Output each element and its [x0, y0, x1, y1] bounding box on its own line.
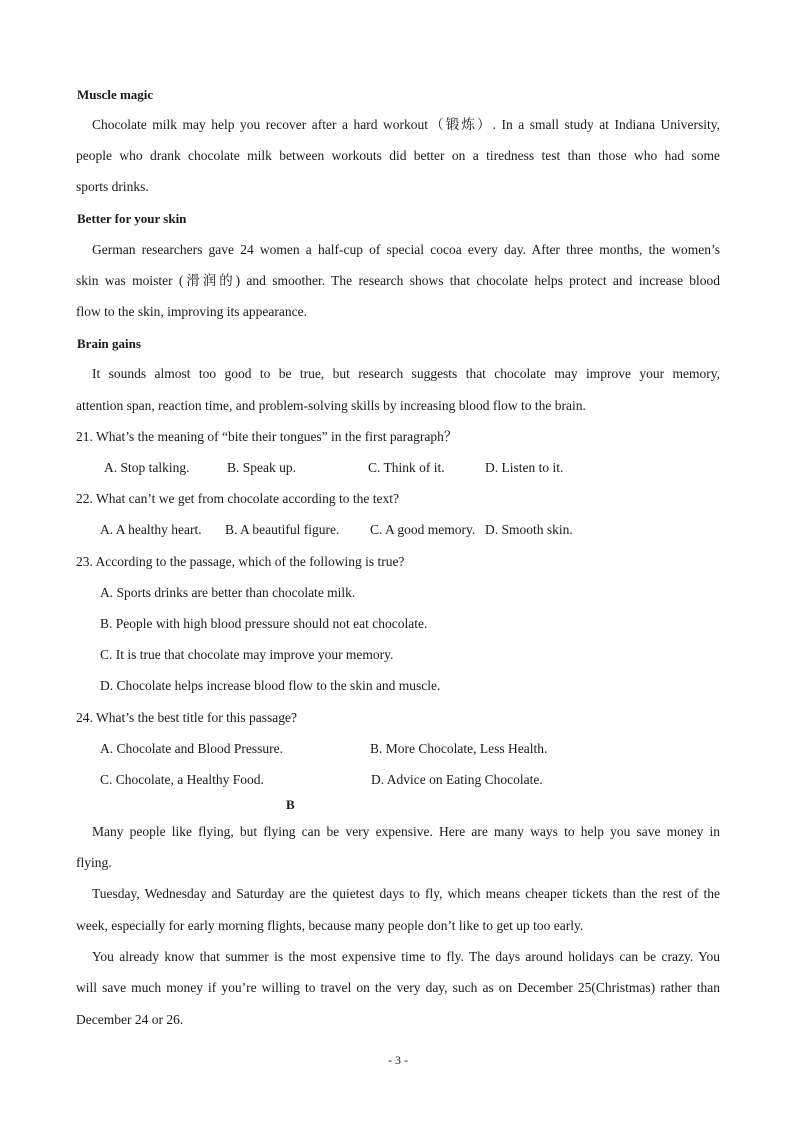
question-24-option-c: C. Chocolate, a Healthy Food.: [100, 772, 264, 787]
question-21-option-a: A. Stop talking.: [104, 460, 190, 475]
paragraph-line: people who drank chocolate milk between workouts did better on a tiredness test than those who had some: [76, 148, 720, 163]
question-22-option-a: A. A healthy heart.: [100, 522, 202, 537]
paragraph-line: You already know that summer is the most expensive time to fly. The days around holidays can be crazy. You: [92, 949, 720, 964]
question-21-option-b: B. Speak up.: [227, 460, 296, 475]
paragraph-line: It sounds almost too good to be true, but research suggests that chocolate may improve your memory,: [92, 366, 720, 381]
question-23-option-d: D. Chocolate helps increase blood flow to the skin and muscle.: [100, 678, 441, 693]
paragraph-line: flying.: [76, 855, 112, 870]
question-23-stem: 23. According to the passage, which of the following is true?: [76, 554, 405, 569]
question-24-option-d: D. Advice on Eating Chocolate.: [371, 772, 543, 787]
paragraph-line: week, especially for early morning flights, because many people don’t like to get up too early.: [76, 918, 584, 933]
section-label-b: B: [286, 797, 295, 812]
paragraph-line: German researchers gave 24 women a half-cup of special cocoa every day. After three months, the women’s: [92, 242, 720, 257]
question-22-option-c: C. A good memory.: [370, 522, 476, 537]
section-heading-brain-gains: Brain gains: [77, 336, 141, 351]
question-21-option-c: C. Think of it.: [368, 460, 445, 475]
question-23-option-b: B. People with high blood pressure should not eat chocolate.: [100, 616, 428, 631]
section-heading-muscle-magic: Muscle magic: [77, 87, 154, 102]
paragraph-line: skin was moister (滑润的) and smoother. The research shows that chocolate helps protect and increase blood: [76, 273, 720, 288]
paragraph-line: attention span, reaction time, and problem-solving skills by increasing blood flow to the brain.: [76, 398, 586, 413]
paragraph-line: Tuesday, Wednesday and Saturday are the quietest days to fly, which means cheaper tickets than the rest of the: [92, 886, 720, 901]
paragraph-line: Chocolate milk may help you recover after a hard workout（锻炼）. In a small study at Indiana University,: [92, 117, 720, 132]
question-22-stem: 22. What can’t we get from chocolate according to the text?: [76, 491, 399, 506]
paragraph-line: will save much money if you’re willing to travel on the very day, such as on December 25(Christmas) rather than: [76, 980, 720, 995]
question-24-option-a: A. Chocolate and Blood Pressure.: [100, 741, 283, 756]
paragraph-line: flow to the skin, improving its appearance.: [76, 304, 307, 319]
paragraph-line: December 24 or 26.: [76, 1012, 184, 1027]
question-22-option-d: D. Smooth skin.: [485, 522, 573, 537]
page-number: - 3 -: [388, 1053, 408, 1067]
question-23-option-c: C. It is true that chocolate may improve your memory.: [100, 647, 394, 662]
question-22-option-b: B. A beautiful figure.: [225, 522, 340, 537]
question-21-option-d: D. Listen to it.: [485, 460, 564, 475]
paragraph-line: sports drinks.: [76, 179, 149, 194]
question-23-option-a: A. Sports drinks are better than chocolate milk.: [100, 585, 356, 600]
question-24-option-b: B. More Chocolate, Less Health.: [370, 741, 548, 756]
section-heading-better-skin: Better for your skin: [77, 211, 187, 226]
paragraph-line: Many people like flying, but flying can be very expensive. Here are many ways to help you save money in: [92, 824, 720, 839]
question-24-stem: 24. What’s the best title for this passage?: [76, 710, 297, 725]
question-21-stem: 21. What’s the meaning of “bite their tongues” in the first paragraph？: [76, 429, 458, 444]
